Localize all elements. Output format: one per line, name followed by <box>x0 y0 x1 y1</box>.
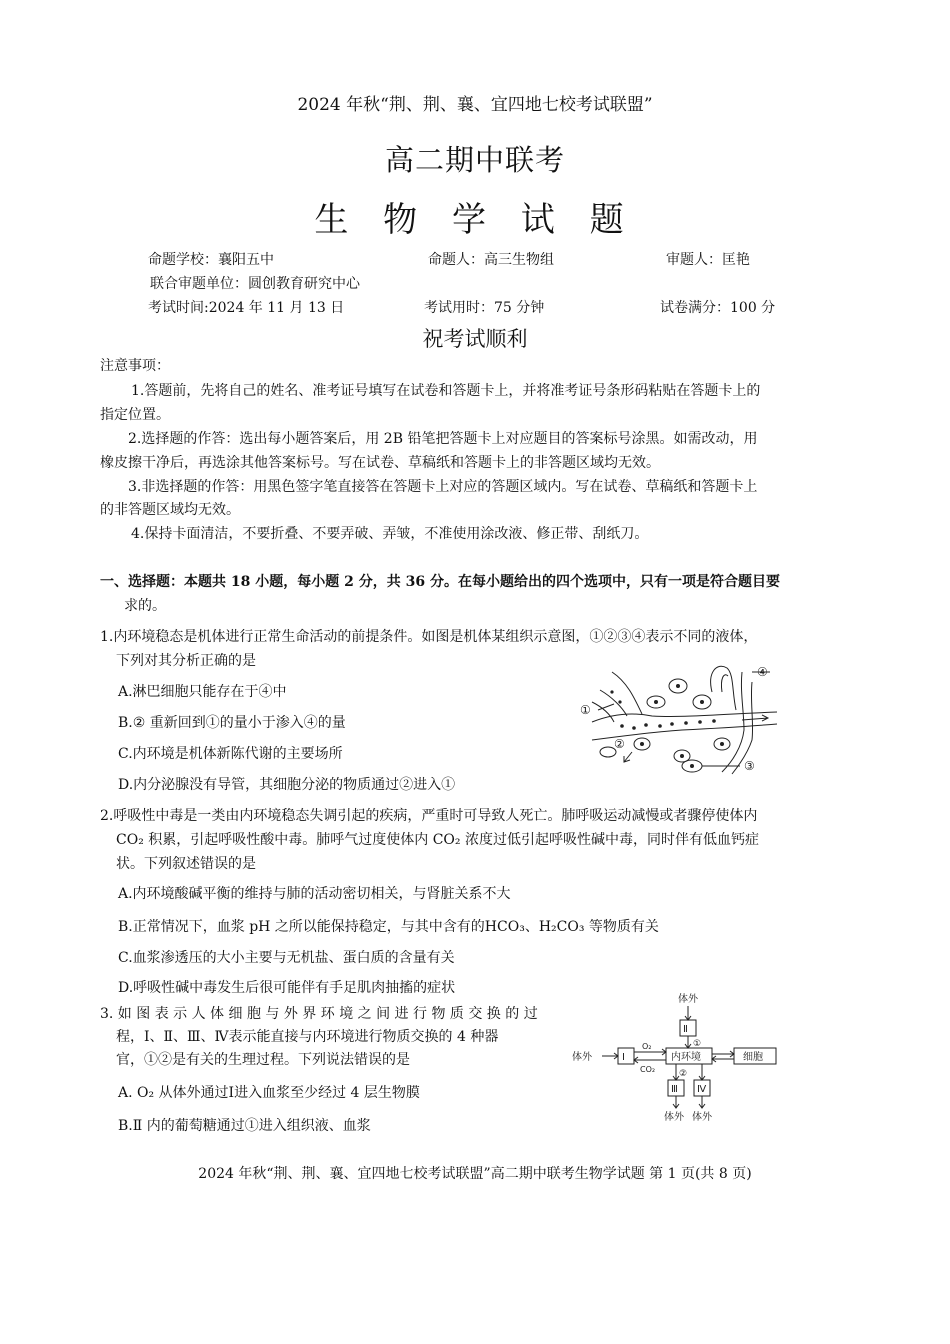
q1-figure-label-1: ① <box>580 703 591 717</box>
q3-cell: 细胞 <box>743 1052 763 1063</box>
q1-tissue-figure <box>572 652 782 778</box>
q2-stem-line1: 2.呼吸性中毒是一类由内环境稳态失调引起的疾病，严重时可导致人死亡。肺呼吸运动减慢或者骤停使体内 <box>100 808 758 824</box>
section1-heading-line1: 一、选择题：本题共 18 小题，每小题 2 分，共 36 分。在每小题给出的四个选项中，只有一项是符合题目要 <box>100 574 780 590</box>
q1-stem-line2: 下列对其分析正确的是 <box>116 653 256 669</box>
page-footer: 2024 年秋“荆、荆、襄、宜四地七校考试联盟”高二期中联考生物学试题 第 1 页(共 8 页) <box>198 1166 752 1182</box>
q3-co2-label: CO₂ <box>640 1065 656 1074</box>
q1-figure-label-2: ② <box>614 737 625 751</box>
q3-outside-bottom-left: 体外 <box>664 1112 684 1123</box>
q2-option-b: B.正常情况下，血浆 pH 之所以能保持稳定，与其中含有的HCO₃、H₂CO₃ 等物质有关 <box>118 919 659 935</box>
notice-item4: 4.保持卡面清洁，不要折叠、不要弄破、弄皱，不准使用涂改液、修正带、刮纸刀。 <box>131 526 649 542</box>
info-reviewer: 审题人：匡艳 <box>666 252 750 268</box>
q1-option-b: B.② 重新回到①的量小于渗入④的量 <box>118 715 346 731</box>
q3-stem-line1: 3. 如 图 表 示 人 体 细 胞 与 外 界 环 境 之 间 进 行 物 质 交 换 的 过 <box>100 1006 538 1022</box>
q3-process2: ② <box>679 1069 688 1079</box>
q3-o2-label: O₂ <box>642 1042 652 1051</box>
subject-title: 生 物 学 试 题 <box>314 200 636 240</box>
notice-item2-line1: 2.选择题的作答：选出每小题答案后，用 2B 铅笔把答题卡上对应题目的答案标号涂黑。如需改动，用 <box>128 431 758 447</box>
q1-option-a: A.淋巴细胞只能存在于④中 <box>118 684 287 700</box>
info-joint-review: 联合审题单位：圆创教育研究中心 <box>150 276 360 292</box>
q3-stem-line3: 官，①②是有关的生理过程。下列说法错误的是 <box>116 1052 410 1068</box>
q1-stem-line1: 1.内环境稳态是机体进行正常生命活动的前提条件。如图是机体某组织示意图，①②③④表示不同的液体， <box>100 629 758 645</box>
q1-option-c: C.内环境是机体新陈代谢的主要场所 <box>118 746 343 762</box>
q3-process1: ① <box>693 1039 702 1049</box>
section1-heading-line2: 求的。 <box>124 598 166 614</box>
info-date: 考试时间:2024 年 11 月 13 日 <box>148 300 345 316</box>
notice-item1-line2: 指定位置。 <box>100 407 170 423</box>
q3-option-b: B.Ⅱ 内的葡萄糖通过①进入组织液、血浆 <box>118 1118 371 1134</box>
notice-item3-line1: 3.非选择题的作答：用黑色签字笔直接答在答题卡上对应的答题区域内。写在试卷、草稿纸和答题卡上 <box>128 479 758 495</box>
info-school: 命题学校：襄阳五中 <box>148 252 274 268</box>
q2-stem-line2: CO₂ 积累，引起呼吸性酸中毒。肺呼气过度使体内 CO₂ 浓度过低引起呼吸性碱中毒，同时伴有低血钙症 <box>116 832 759 848</box>
q3-center: 内环境 <box>671 1052 701 1063</box>
info-author: 命题人：高三生物组 <box>428 252 554 268</box>
q3-organ4: Ⅳ <box>697 1084 707 1095</box>
q3-organ1: Ⅰ <box>622 1052 625 1063</box>
q2-option-a: A.内环境酸碱平衡的维持与肺的活动密切相关，与肾脏关系不大 <box>118 886 511 902</box>
q1-option-d: D.内分泌腺没有导管，其细胞分泌的物质通过②进入① <box>118 777 456 793</box>
q3-outside-top: 体外 <box>678 994 698 1005</box>
q3-exchange-figure <box>572 992 784 1126</box>
q1-figure-label-3: ③ <box>744 759 755 773</box>
notice-heading: 注意事项： <box>100 358 170 374</box>
notice-item2-line2: 橡皮擦干净后，再选涂其他答案标号。写在试卷、草稿纸和答题卡上的非答题区域均无效。 <box>100 455 660 471</box>
q3-organ2: Ⅱ <box>683 1024 688 1035</box>
q3-option-a: A. O₂ 从体外通过Ⅰ进入血浆至少经过 4 层生物膜 <box>118 1085 420 1101</box>
q3-organ3: Ⅲ <box>671 1084 678 1095</box>
q1-figure-label-4: ④ <box>757 665 768 679</box>
exam-title: 高二期中联考 <box>384 143 565 177</box>
q2-option-d: D.呼吸性碱中毒发生后很可能伴有手足肌肉抽搐的症状 <box>118 980 456 996</box>
q3-outside-left: 体外 <box>572 1052 592 1063</box>
q3-box-organ1 <box>618 1048 634 1064</box>
motto: 祝考试顺利 <box>422 327 528 351</box>
notice-item3-line2: 的非答题区域均无效。 <box>100 502 240 518</box>
alliance-title: 2024 年秋“荆、荆、襄、宜四地七校考试联盟” <box>297 95 653 115</box>
notice-item1-line1: 1.答题前，先将自己的姓名、准考证号填写在试卷和答题卡上，并将准考证号条形码粘贴在答题卡上的 <box>131 383 761 399</box>
q2-stem-line3: 状。下列叙述错误的是 <box>116 856 256 872</box>
q3-stem-line2: 程，Ⅰ、Ⅱ、Ⅲ、Ⅳ表示能直接与内环境进行物质交换的 4 种器 <box>116 1029 499 1045</box>
q3-outside-bottom-right: 体外 <box>692 1112 712 1123</box>
info-duration: 考试用时：75 分钟 <box>424 300 545 316</box>
info-full-score: 试卷满分：100 分 <box>660 300 776 316</box>
q2-option-c: C.血浆渗透压的大小主要与无机盐、蛋白质的含量有关 <box>118 950 455 966</box>
